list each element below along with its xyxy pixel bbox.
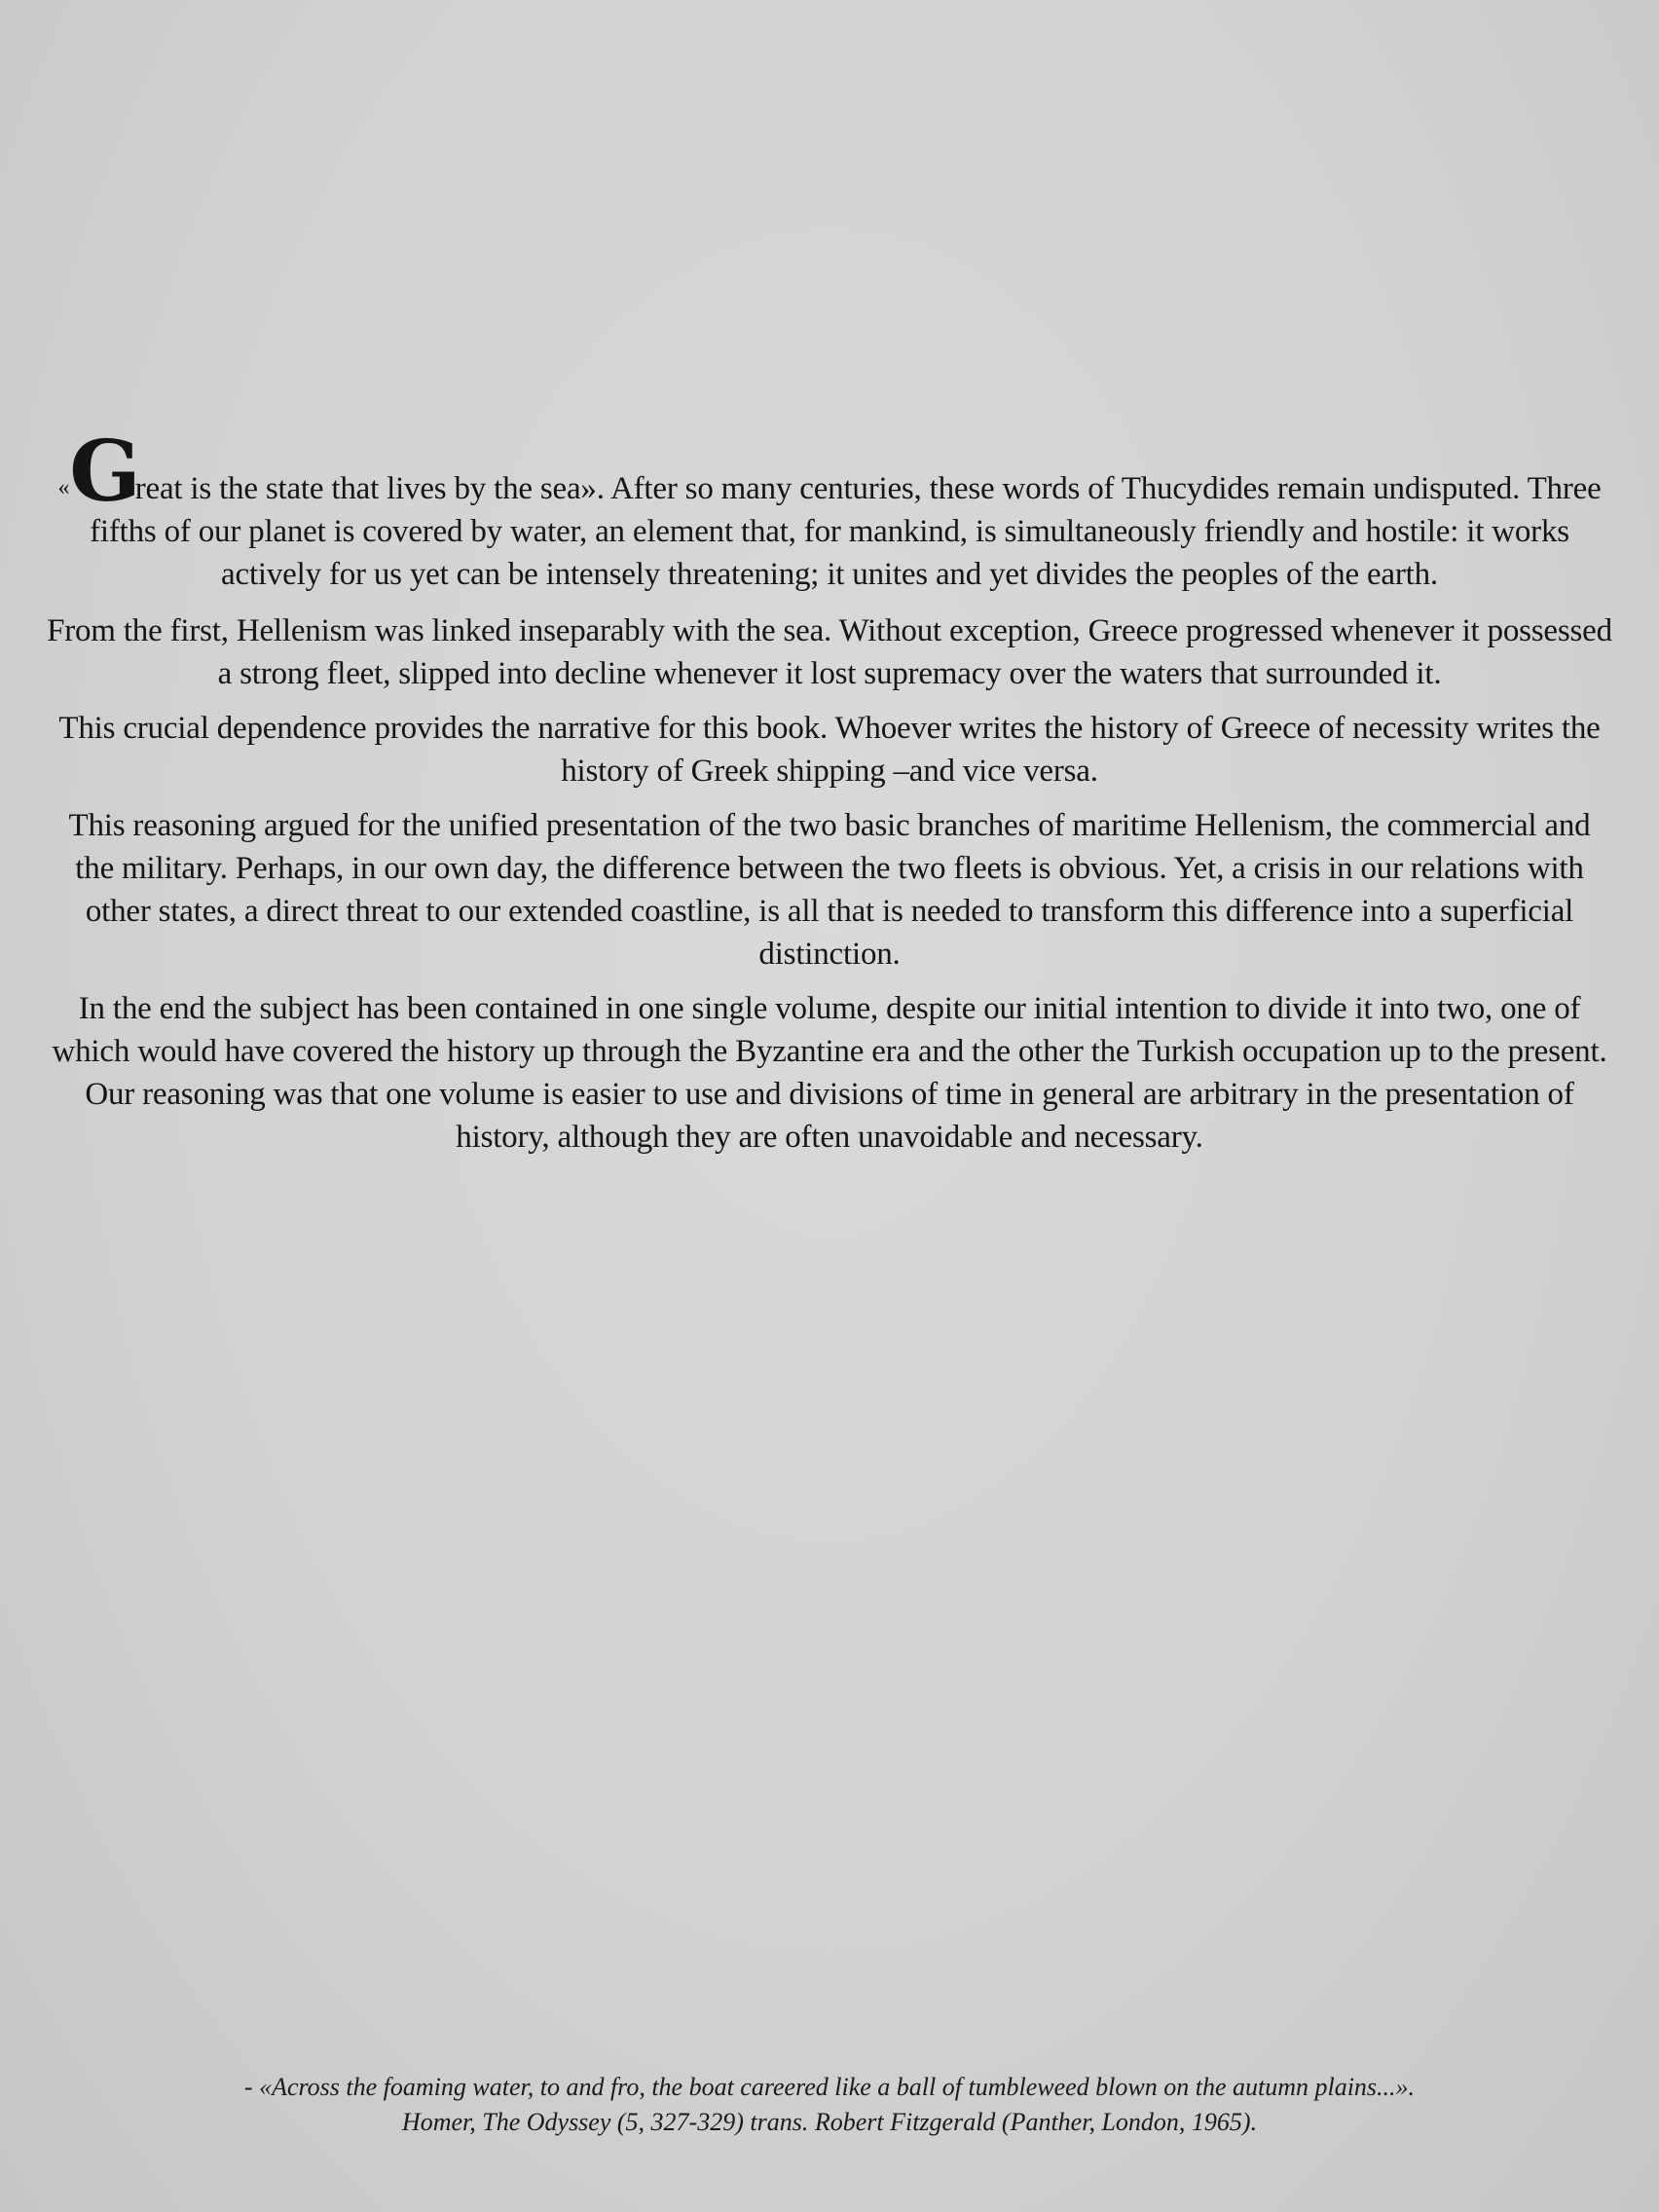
drop-cap: G [69,423,135,521]
opening-quote-mark: « [57,475,70,500]
paragraph-dependence: This crucial dependence provides the narrative for this book. Whoever writes the history of Greece of necessity writes the history of Greek shipping –and vice versa. [58,711,1601,789]
paragraph-reasoning: This reasoning argued for the unified presentation of the two basic branches of maritime Hellenism, the commercial and the military. Perhaps, in our own day, the difference between the two fleets is obvious. Yet, a crisis in our relations with other states, a direct threat to our extended coastline, is all that is needed to transform this difference into a superficial distinction. [68,808,1591,972]
paragraph-volume: In the end the subject has been contained in one single volume, despite our initial intention to divide it into two, one of which would have covered the history up through the Byzantine era and the other the Turkish occupation up to the present. Our reasoning was that one volume is easier to use and divisions of time in general are arbitrary in the presentation of history, although they are often unavoidable and necessary. [52,991,1607,1155]
paragraph-intro [47,423,1612,596]
footer-epigraph [58,2070,1601,2140]
paragraph-hellenism: From the first, Hellenism was linked inseparably with the sea. Without exception, Greece progressed whenever it possessed a strong fleet, slipped into decline whenever it lost supremacy over the waters that surrounded it. [47,613,1612,691]
epigraph-citation: Homer, The Odyssey (5, 327-329) trans. Robert Fitzgerald (Panther, London, 1965). [401,2108,1258,2136]
main-text-block [47,423,1612,1170]
paragraph-intro-text: reat is the state that lives by the sea». After so many centuries, these words of Thucydides remain undisputed. Three fifths of our planet is covered by water, an element that, for mankind, is simultaneously friendly and hostile: it works actively for us yet can be intensely threatening; it unites and yet divides the peoples of the earth. [90,471,1602,592]
epigraph-quote: - «Across the foaming water, to and fro, the boat careered like a ball of tumbleweed blown on the autumn plains...». [243,2073,1416,2101]
